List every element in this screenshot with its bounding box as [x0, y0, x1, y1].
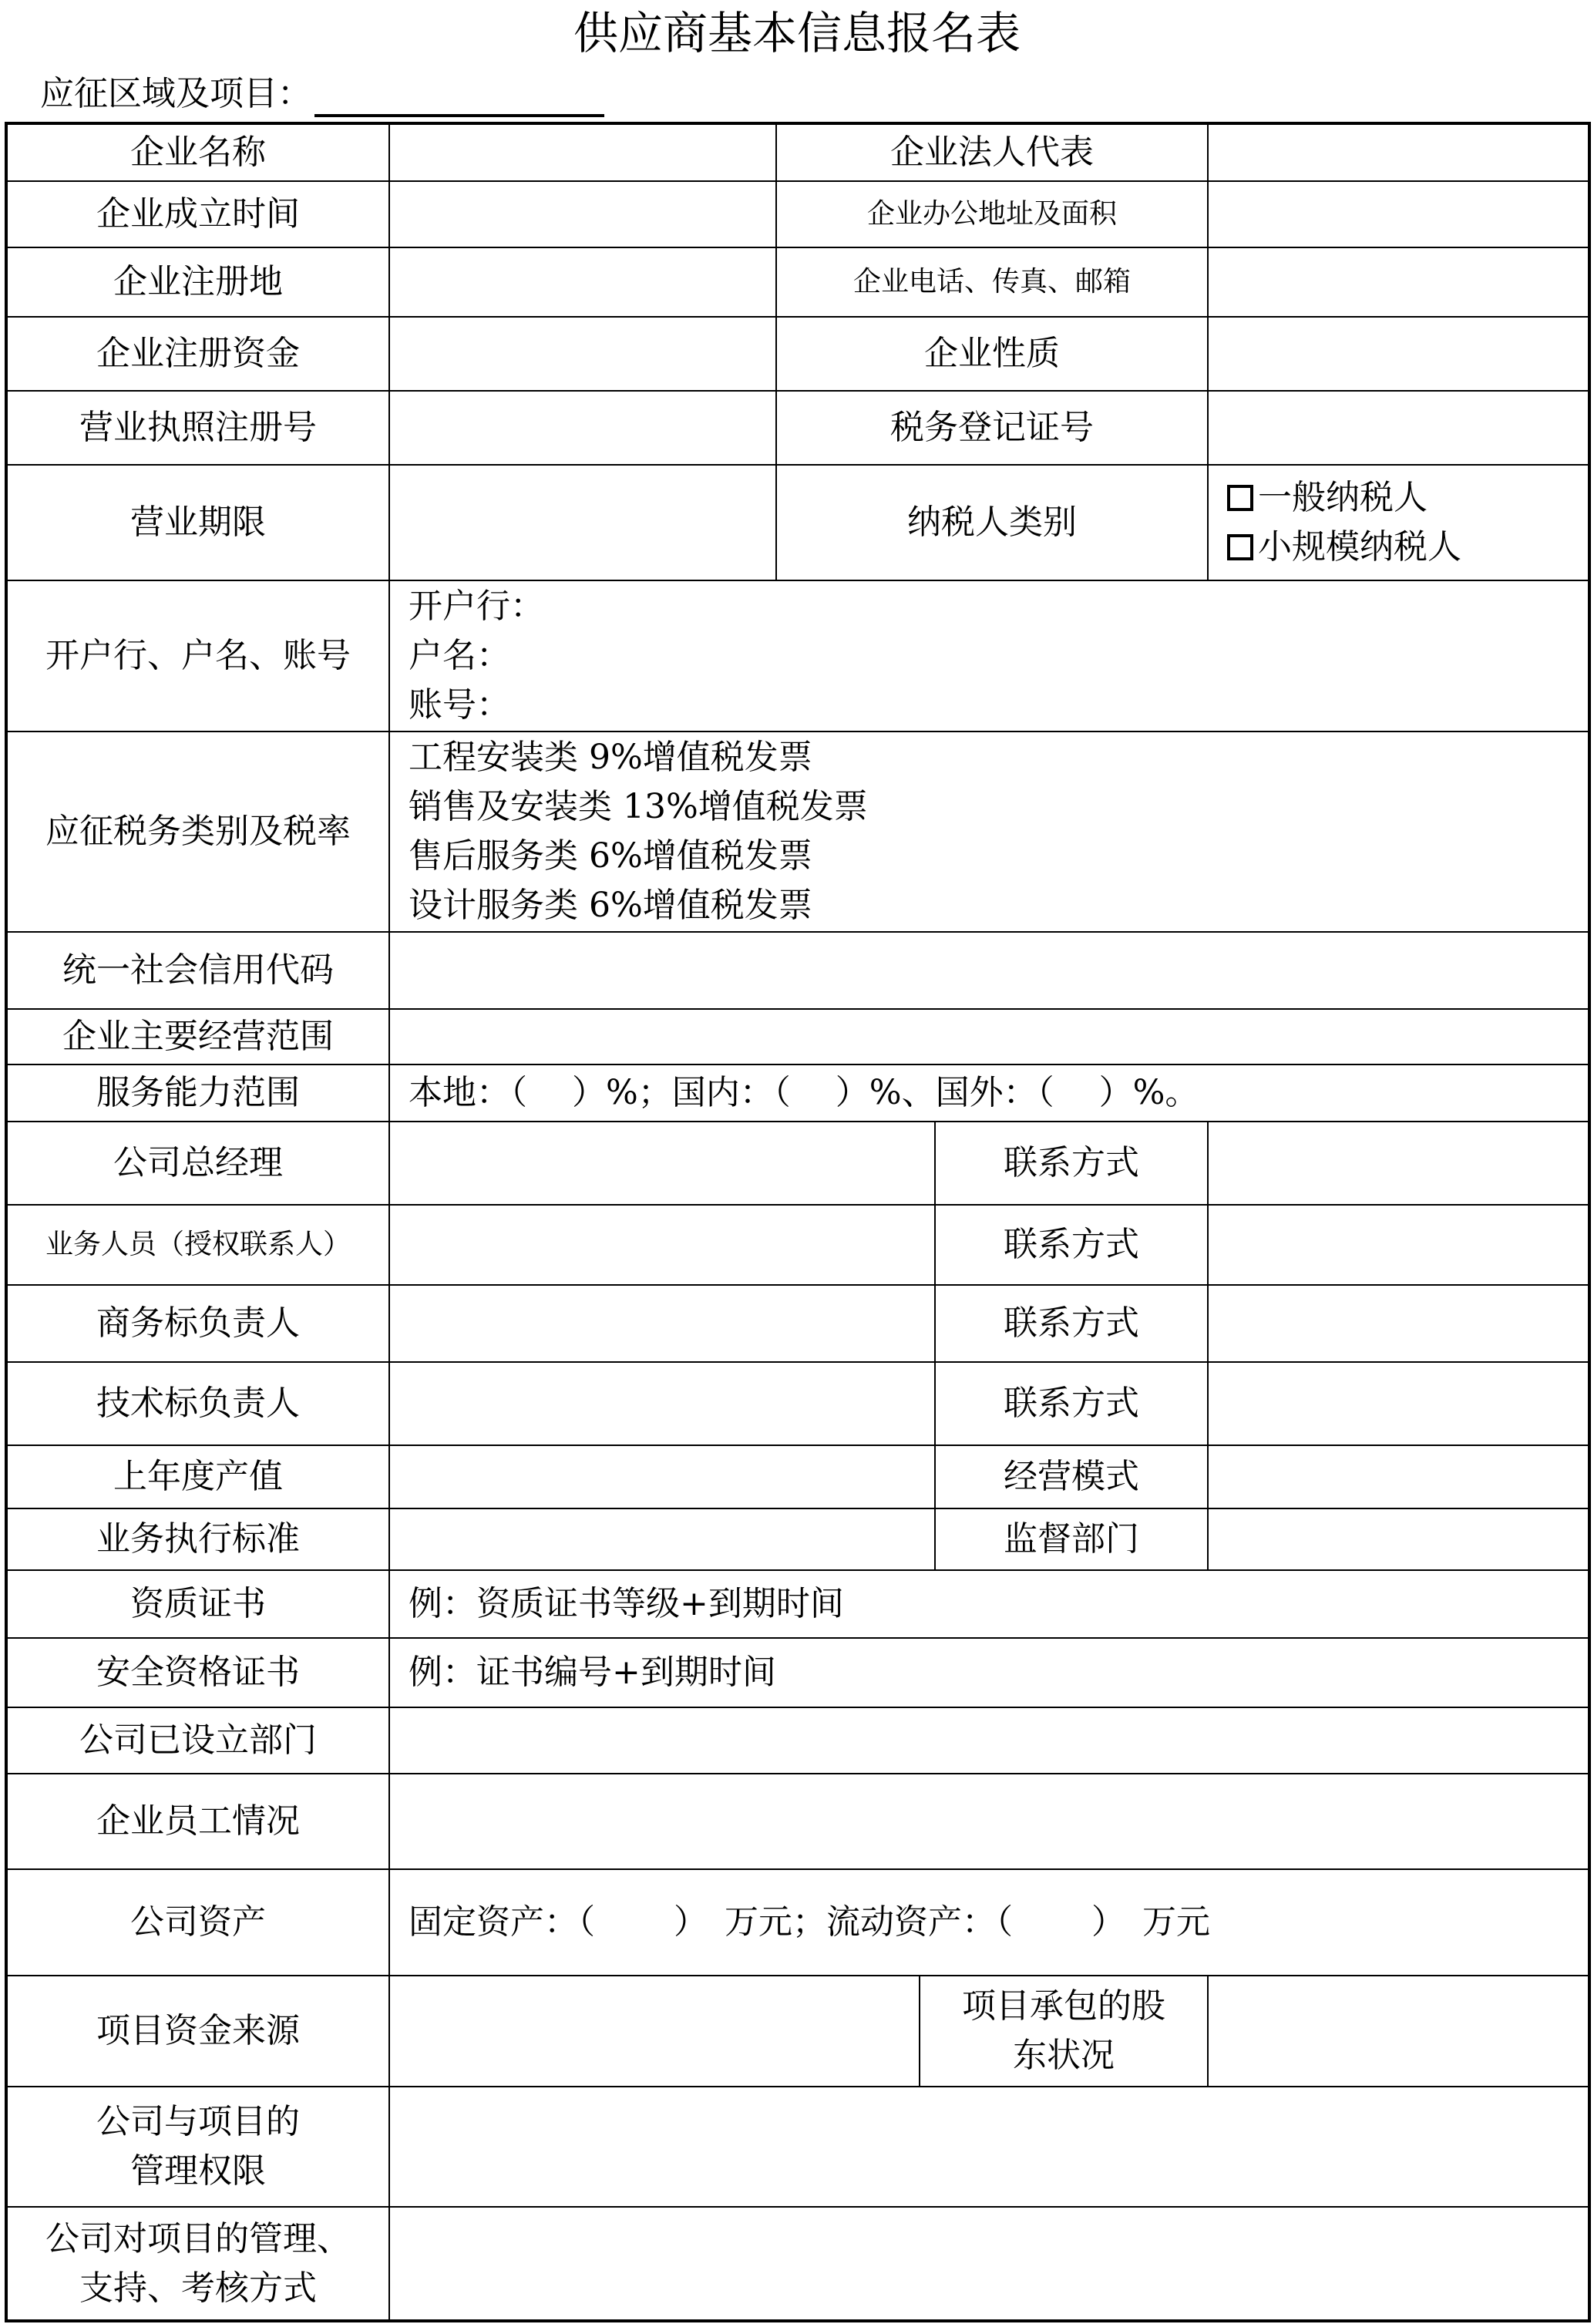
input-commercial-lead[interactable]	[390, 1286, 934, 1361]
input-gm-contact[interactable]	[1209, 1122, 1588, 1204]
label-management: 公司对项目的管理、 支持、考核方式	[45, 2218, 351, 2308]
label-funding: 项目资金来源	[96, 2011, 300, 2050]
label-registered-capital: 企业注册资金	[96, 334, 300, 373]
label-departments: 公司已设立部门	[79, 1720, 317, 1760]
input-management[interactable]	[390, 2208, 1588, 2319]
label-technical-lead: 技术标负责人	[96, 1384, 300, 1423]
label-business-term: 营业期限	[130, 503, 266, 542]
input-license-no[interactable]	[390, 392, 775, 464]
input-last-year-output[interactable]	[390, 1446, 934, 1508]
input-general-manager[interactable]	[390, 1122, 934, 1204]
input-company-name[interactable]	[390, 125, 775, 180]
label-general-manager: 公司总经理	[113, 1143, 283, 1182]
label-established: 企业成立时间	[96, 194, 300, 234]
input-standard[interactable]	[390, 1509, 934, 1569]
input-shareholder-status[interactable]	[1209, 1976, 1588, 2086]
input-registered-capital[interactable]	[390, 318, 775, 390]
input-salesperson-contact[interactable]	[1209, 1206, 1588, 1284]
input-credit-code[interactable]	[390, 933, 1588, 1008]
checkbox-general-taxpayer[interactable]	[1227, 485, 1253, 511]
input-business-model[interactable]	[1209, 1446, 1588, 1508]
checkbox-small-scale-taxpayer[interactable]	[1227, 534, 1253, 560]
region-project-label: 应征区域及项目：	[40, 74, 311, 113]
label-qualification: 资质证书	[130, 1584, 266, 1623]
label-salesperson-contact: 联系方式	[1004, 1225, 1139, 1264]
bank-line-account-no: 账号：	[409, 685, 510, 725]
tax-line-engineering: 工程安装类 9%增值税发票	[409, 738, 812, 777]
input-established[interactable]	[390, 182, 775, 247]
page-title: 供应商基本信息报名表	[573, 7, 1021, 59]
input-tax-registration[interactable]	[1209, 392, 1588, 464]
input-business-term[interactable]	[390, 466, 775, 580]
label-last-year-output: 上年度产值	[113, 1457, 283, 1496]
tax-line-design: 设计服务类 6%增值税发票	[409, 886, 812, 925]
label-office-address: 企业办公地址及面积	[866, 198, 1117, 230]
label-legal-rep: 企业法人代表	[890, 133, 1094, 172]
label-authority: 公司与项目的 管理权限	[96, 2102, 300, 2191]
tax-category-list	[390, 732, 1588, 931]
input-legal-rep[interactable]	[1209, 125, 1588, 180]
input-supervising-dept[interactable]	[1209, 1509, 1588, 1569]
label-assets: 公司资产	[130, 1902, 266, 1942]
qualification-value[interactable]: 例：资质证书等级+到期时间	[409, 1584, 844, 1623]
input-registered-place[interactable]	[390, 248, 775, 316]
label-contact-info: 企业电话、传真、邮箱	[852, 266, 1131, 298]
label-commercial-contact: 联系方式	[1004, 1303, 1139, 1343]
safety-cert-value[interactable]: 例：证书编号+到期时间	[409, 1653, 776, 1692]
label-tax-category: 应征税务类别及税率	[45, 812, 351, 851]
label-supervising-dept: 监督部门	[1004, 1519, 1139, 1559]
input-technical-contact[interactable]	[1209, 1363, 1588, 1445]
label-service-scope: 服务能力范围	[96, 1073, 300, 1112]
assets-value[interactable]: 固定资产：（ ） 万元；流动资产：（ ） 万元	[409, 1902, 1210, 1942]
input-office-address[interactable]	[1209, 182, 1588, 247]
input-staff[interactable]	[390, 1774, 1588, 1868]
tax-line-sales: 销售及安装类 13%增值税发票	[409, 787, 868, 826]
label-bank: 开户行、户名、账号	[45, 636, 351, 675]
label-company-name: 企业名称	[130, 133, 266, 172]
tax-line-after-sales: 售后服务类 6%增值税发票	[409, 836, 812, 876]
input-departments[interactable]	[390, 1708, 1588, 1773]
input-technical-lead[interactable]	[390, 1363, 934, 1445]
label-shareholder-status: 项目承包的股 东状况	[962, 1986, 1165, 2075]
label-commercial-lead: 商务标负责人	[96, 1303, 300, 1343]
label-company-nature: 企业性质	[924, 334, 1060, 373]
taxpayer-type-options	[1227, 466, 1588, 580]
region-project-field	[40, 71, 604, 117]
input-business-scope[interactable]	[390, 1010, 1588, 1064]
bank-line-account-name: 户名：	[409, 636, 510, 675]
bank-line-bank: 开户行：	[409, 587, 544, 626]
label-credit-code: 统一社会信用代码	[62, 950, 334, 990]
input-contact-info[interactable]	[1209, 248, 1588, 316]
option-small-scale-taxpayer[interactable]: 小规模纳税人	[1227, 523, 1461, 572]
registration-table	[5, 122, 1591, 2322]
label-taxpayer-type: 纳税人类别	[907, 503, 1077, 542]
input-company-nature[interactable]	[1209, 318, 1588, 390]
input-funding[interactable]	[390, 1976, 919, 2086]
label-business-scope: 企业主要经营范围	[62, 1017, 334, 1056]
bank-details[interactable]	[390, 581, 1588, 731]
label-gm-contact: 联系方式	[1004, 1143, 1139, 1182]
service-scope-value[interactable]: 本地：（ ）%；国内：（ ）%、国外：（ ）%。	[409, 1073, 1199, 1112]
label-staff: 企业员工情况	[96, 1801, 300, 1841]
label-business-model: 经营模式	[1004, 1457, 1139, 1496]
option-general-taxpayer[interactable]: 一般纳税人	[1227, 473, 1428, 523]
label-standard: 业务执行标准	[96, 1519, 300, 1559]
label-technical-contact: 联系方式	[1004, 1384, 1139, 1423]
label-license-no: 营业执照注册号	[79, 408, 317, 447]
input-salesperson[interactable]	[390, 1206, 934, 1284]
region-project-input[interactable]	[314, 76, 604, 117]
label-salesperson: 业务人员（授权联系人）	[45, 1229, 351, 1260]
label-tax-registration: 税务登记证号	[890, 408, 1094, 447]
input-authority[interactable]	[390, 2087, 1588, 2206]
input-commercial-contact[interactable]	[1209, 1286, 1588, 1361]
label-registered-place: 企业注册地	[113, 262, 283, 301]
label-safety-cert: 安全资格证书	[96, 1653, 300, 1692]
